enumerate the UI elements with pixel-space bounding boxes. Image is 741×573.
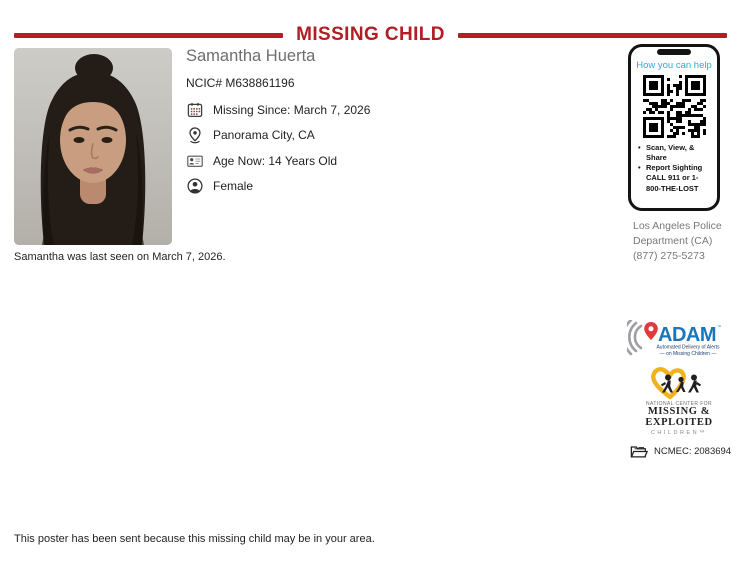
folder-icon xyxy=(630,444,648,459)
person-icon xyxy=(186,177,204,195)
adam-wordmark: ADAM xyxy=(658,324,716,346)
agency-contact xyxy=(633,219,722,264)
adam-tagline-2: — on Missing Children — xyxy=(659,351,717,357)
ncmec-logo xyxy=(637,366,721,436)
ncic-number: NCIC# M638861196 xyxy=(186,76,295,90)
phone-notch-icon xyxy=(657,49,691,55)
header-rule-right xyxy=(458,33,727,38)
adam-tagline-1: Automated Delivery of Alerts xyxy=(656,344,720,351)
calendar-icon xyxy=(186,101,204,119)
help-bullets xyxy=(638,143,713,194)
qr-code xyxy=(643,75,706,138)
detail-rows xyxy=(186,97,486,199)
detail-row-age xyxy=(186,148,486,174)
page-title: MISSING CHILD xyxy=(296,24,445,45)
help-bullet: • Report Sighting CALL 911 or 1-800-THE-LOST xyxy=(638,163,713,193)
ncmec-heart-icon xyxy=(648,366,710,400)
agency-phone: (877) 275-5273 xyxy=(633,249,705,262)
detail-text: Missing Since: March 7, 2026 xyxy=(213,102,371,117)
missing-child-photo xyxy=(14,48,172,245)
id-card-icon xyxy=(186,152,204,170)
phone-graphic xyxy=(628,44,720,211)
detail-text: Female xyxy=(213,179,254,194)
adam-logo xyxy=(627,320,723,360)
detail-text: Age Now: 14 Years Old xyxy=(213,153,338,168)
ncmec-text-exploited: EXPLOITED xyxy=(645,416,713,428)
child-info xyxy=(186,47,486,199)
ncmec-text-missing: MISSING & xyxy=(647,406,711,417)
detail-text: Panorama City, CA xyxy=(213,128,315,143)
location-icon xyxy=(186,126,204,144)
ncmec-text-national-center: NATIONAL CENTER FOR xyxy=(646,401,712,407)
svg-text:™: ™ xyxy=(717,324,721,329)
last-seen-caption: Samantha was last seen on March 7, 2026. xyxy=(14,251,226,263)
detail-row-location xyxy=(186,123,486,149)
case-number-label: NCMEC: 2083694 xyxy=(654,446,732,457)
help-bullet: • Scan, View, & Share xyxy=(638,143,713,163)
help-title: How you can help xyxy=(636,60,712,71)
detail-row-sex xyxy=(186,174,486,200)
footer-note: This poster has been sent because this missing child may be in your area. xyxy=(14,533,375,545)
agency-line: Department (CA) xyxy=(633,234,713,247)
agency-line: Los Angeles Police xyxy=(633,220,722,232)
detail-row-missing-since xyxy=(186,97,486,123)
case-number-row xyxy=(630,444,731,459)
portrait-illustration xyxy=(14,48,172,245)
poster-header xyxy=(14,24,727,46)
header-rule-left xyxy=(14,33,283,38)
child-name: Samantha Huerta xyxy=(186,47,316,65)
ncmec-text-children: CHILDREN™ xyxy=(650,430,708,436)
